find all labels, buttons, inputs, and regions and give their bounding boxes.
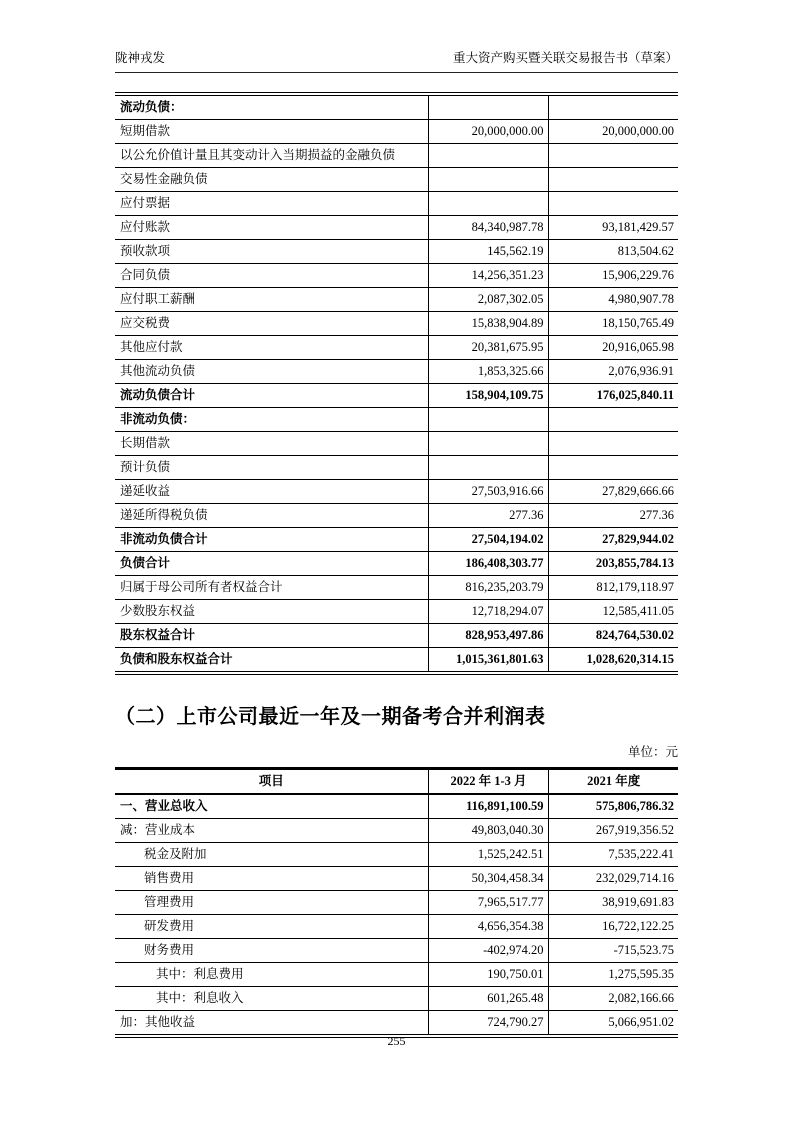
value-current: 20,381,675.95 xyxy=(428,336,548,360)
header-company-name: 陇神戎发 xyxy=(115,51,166,65)
row-label: 应付账款 xyxy=(115,216,428,240)
value-prior: 27,829,666.66 xyxy=(548,480,678,504)
row-label: 股东权益合计 xyxy=(115,624,428,648)
table-row xyxy=(115,600,678,624)
row-label: 预收款项 xyxy=(115,240,428,264)
value-current: 145,562.19 xyxy=(428,240,548,264)
value-prior: -715,523.75 xyxy=(548,939,678,963)
row-label: 短期借款 xyxy=(115,120,428,144)
value-prior: 176,025,840.11 xyxy=(548,384,678,408)
value-current: 158,904,109.75 xyxy=(428,384,548,408)
table-row xyxy=(115,264,678,288)
value-prior: 27,829,944.02 xyxy=(548,528,678,552)
row-label: 长期借款 xyxy=(115,432,428,456)
value-current: 828,953,497.86 xyxy=(428,624,548,648)
row-label: 少数股东权益 xyxy=(115,600,428,624)
row-label: 预计负债 xyxy=(115,456,428,480)
table-row xyxy=(115,408,678,432)
row-label: 负债合计 xyxy=(115,552,428,576)
value-current xyxy=(428,456,548,480)
row-label: 税金及附加 xyxy=(115,843,428,867)
row-label: 管理费用 xyxy=(115,891,428,915)
value-current: 50,304,458.34 xyxy=(428,867,548,891)
row-label: 销售费用 xyxy=(115,867,428,891)
value-prior: 18,150,765.49 xyxy=(548,312,678,336)
table-row xyxy=(115,384,678,408)
table-row xyxy=(115,939,678,963)
table-row xyxy=(115,216,678,240)
value-prior: 12,585,411.05 xyxy=(548,600,678,624)
value-prior: 5,066,951.02 xyxy=(548,1011,678,1037)
value-prior xyxy=(548,168,678,192)
value-prior: 20,916,065.98 xyxy=(548,336,678,360)
value-prior: 277.36 xyxy=(548,504,678,528)
value-current: 7,965,517.77 xyxy=(428,891,548,915)
value-current: 27,503,916.66 xyxy=(428,480,548,504)
table-row xyxy=(115,240,678,264)
row-label: 合同负债 xyxy=(115,264,428,288)
table-row xyxy=(115,480,678,504)
value-prior: 1,275,595.35 xyxy=(548,963,678,987)
row-label: 财务费用 xyxy=(115,939,428,963)
table-row xyxy=(115,915,678,939)
table-row xyxy=(115,312,678,336)
value-prior: 38,919,691.83 xyxy=(548,891,678,915)
row-label: 减：营业成本 xyxy=(115,819,428,843)
value-current xyxy=(428,94,548,120)
value-current: 190,750.01 xyxy=(428,963,548,987)
table-row xyxy=(115,336,678,360)
table-row xyxy=(115,288,678,312)
column-header-item: 项目 xyxy=(115,769,428,795)
table-row xyxy=(115,94,678,120)
table-row xyxy=(115,987,678,1011)
table-row xyxy=(115,432,678,456)
row-label: 流动负债： xyxy=(115,94,428,120)
table-row xyxy=(115,891,678,915)
value-prior: 7,535,222.41 xyxy=(548,843,678,867)
value-prior: 203,855,784.13 xyxy=(548,552,678,576)
table-row xyxy=(115,168,678,192)
table-row xyxy=(115,360,678,384)
value-prior xyxy=(548,408,678,432)
row-label: 流动负债合计 xyxy=(115,384,428,408)
row-label: 非流动负债： xyxy=(115,408,428,432)
row-label: 其他应付款 xyxy=(115,336,428,360)
table-row xyxy=(115,963,678,987)
value-prior xyxy=(548,192,678,216)
value-prior: 824,764,530.02 xyxy=(548,624,678,648)
column-header-period1: 2022 年 1-3 月 xyxy=(428,769,548,795)
table-row xyxy=(115,552,678,576)
table-row xyxy=(115,456,678,480)
page-number: 255 xyxy=(387,1034,406,1048)
row-label: 应交税费 xyxy=(115,312,428,336)
value-current: 49,803,040.30 xyxy=(428,819,548,843)
value-prior xyxy=(548,456,678,480)
row-label: 应付票据 xyxy=(115,192,428,216)
row-label: 其中：利息收入 xyxy=(115,987,428,1011)
value-current: 1,853,325.66 xyxy=(428,360,548,384)
value-current: -402,974.20 xyxy=(428,939,548,963)
table-header-row xyxy=(115,769,678,795)
value-prior: 16,722,122.25 xyxy=(548,915,678,939)
value-prior xyxy=(548,144,678,168)
table-row xyxy=(115,794,678,819)
table-row xyxy=(115,1011,678,1037)
value-prior: 4,980,907.78 xyxy=(548,288,678,312)
value-prior: 2,076,936.91 xyxy=(548,360,678,384)
value-current: 724,790.27 xyxy=(428,1011,548,1037)
value-current: 27,504,194.02 xyxy=(428,528,548,552)
page-header xyxy=(115,50,678,73)
table-row xyxy=(115,120,678,144)
value-prior: 1,028,620,314.15 xyxy=(548,648,678,674)
row-label: 归属于母公司所有者权益合计 xyxy=(115,576,428,600)
row-label: 加：其他收益 xyxy=(115,1011,428,1037)
value-prior: 15,906,229.76 xyxy=(548,264,678,288)
column-header-period2: 2021 年度 xyxy=(548,769,678,795)
value-current xyxy=(428,192,548,216)
value-current: 116,891,100.59 xyxy=(428,794,548,819)
value-current: 4,656,354.38 xyxy=(428,915,548,939)
value-current: 12,718,294.07 xyxy=(428,600,548,624)
value-current: 816,235,203.79 xyxy=(428,576,548,600)
row-label: 其他流动负债 xyxy=(115,360,428,384)
table-row xyxy=(115,843,678,867)
value-current: 186,408,303.77 xyxy=(428,552,548,576)
value-current: 14,256,351.23 xyxy=(428,264,548,288)
value-prior: 20,000,000.00 xyxy=(548,120,678,144)
income-statement-table xyxy=(115,767,678,1038)
value-current: 1,015,361,801.63 xyxy=(428,648,548,674)
value-prior: 2,082,166.66 xyxy=(548,987,678,1011)
row-label: 应付职工薪酬 xyxy=(115,288,428,312)
table-row xyxy=(115,504,678,528)
value-current: 15,838,904.89 xyxy=(428,312,548,336)
row-label: 递延所得税负债 xyxy=(115,504,428,528)
row-label: 交易性金融负债 xyxy=(115,168,428,192)
table-row xyxy=(115,192,678,216)
row-label: 非流动负债合计 xyxy=(115,528,428,552)
value-current: 84,340,987.78 xyxy=(428,216,548,240)
value-prior: 813,504.62 xyxy=(548,240,678,264)
value-current xyxy=(428,408,548,432)
table-row xyxy=(115,144,678,168)
value-current: 601,265.48 xyxy=(428,987,548,1011)
value-prior: 93,181,429.57 xyxy=(548,216,678,240)
value-current xyxy=(428,144,548,168)
value-current: 20,000,000.00 xyxy=(428,120,548,144)
value-current: 1,525,242.51 xyxy=(428,843,548,867)
table-row xyxy=(115,624,678,648)
table-row xyxy=(115,576,678,600)
row-label: 其中：利息费用 xyxy=(115,963,428,987)
row-label: 研发费用 xyxy=(115,915,428,939)
value-prior: 267,919,356.52 xyxy=(548,819,678,843)
value-current xyxy=(428,432,548,456)
value-current xyxy=(428,168,548,192)
row-label: 以公允价值计量且其变动计入当期损益的金融负债 xyxy=(115,144,428,168)
table-row xyxy=(115,819,678,843)
value-current: 2,087,302.05 xyxy=(428,288,548,312)
page-footer xyxy=(0,1034,793,1049)
header-report-title: 重大资产购买暨关联交易报告书（草案） xyxy=(452,51,678,65)
value-prior: 575,806,786.32 xyxy=(548,794,678,819)
row-label: 一、营业总收入 xyxy=(115,794,428,819)
table-row xyxy=(115,648,678,674)
value-current: 277.36 xyxy=(428,504,548,528)
value-prior xyxy=(548,94,678,120)
row-label: 负债和股东权益合计 xyxy=(115,648,428,674)
balance-sheet-table xyxy=(115,92,678,675)
table-row xyxy=(115,867,678,891)
section-heading: （二）上市公司最近一年及一期备考合并利润表 xyxy=(115,706,546,728)
value-prior xyxy=(548,432,678,456)
unit-label: 单位：元 xyxy=(627,745,678,759)
row-label: 递延收益 xyxy=(115,480,428,504)
value-prior: 232,029,714.16 xyxy=(548,867,678,891)
table-row xyxy=(115,528,678,552)
value-prior: 812,179,118.97 xyxy=(548,576,678,600)
